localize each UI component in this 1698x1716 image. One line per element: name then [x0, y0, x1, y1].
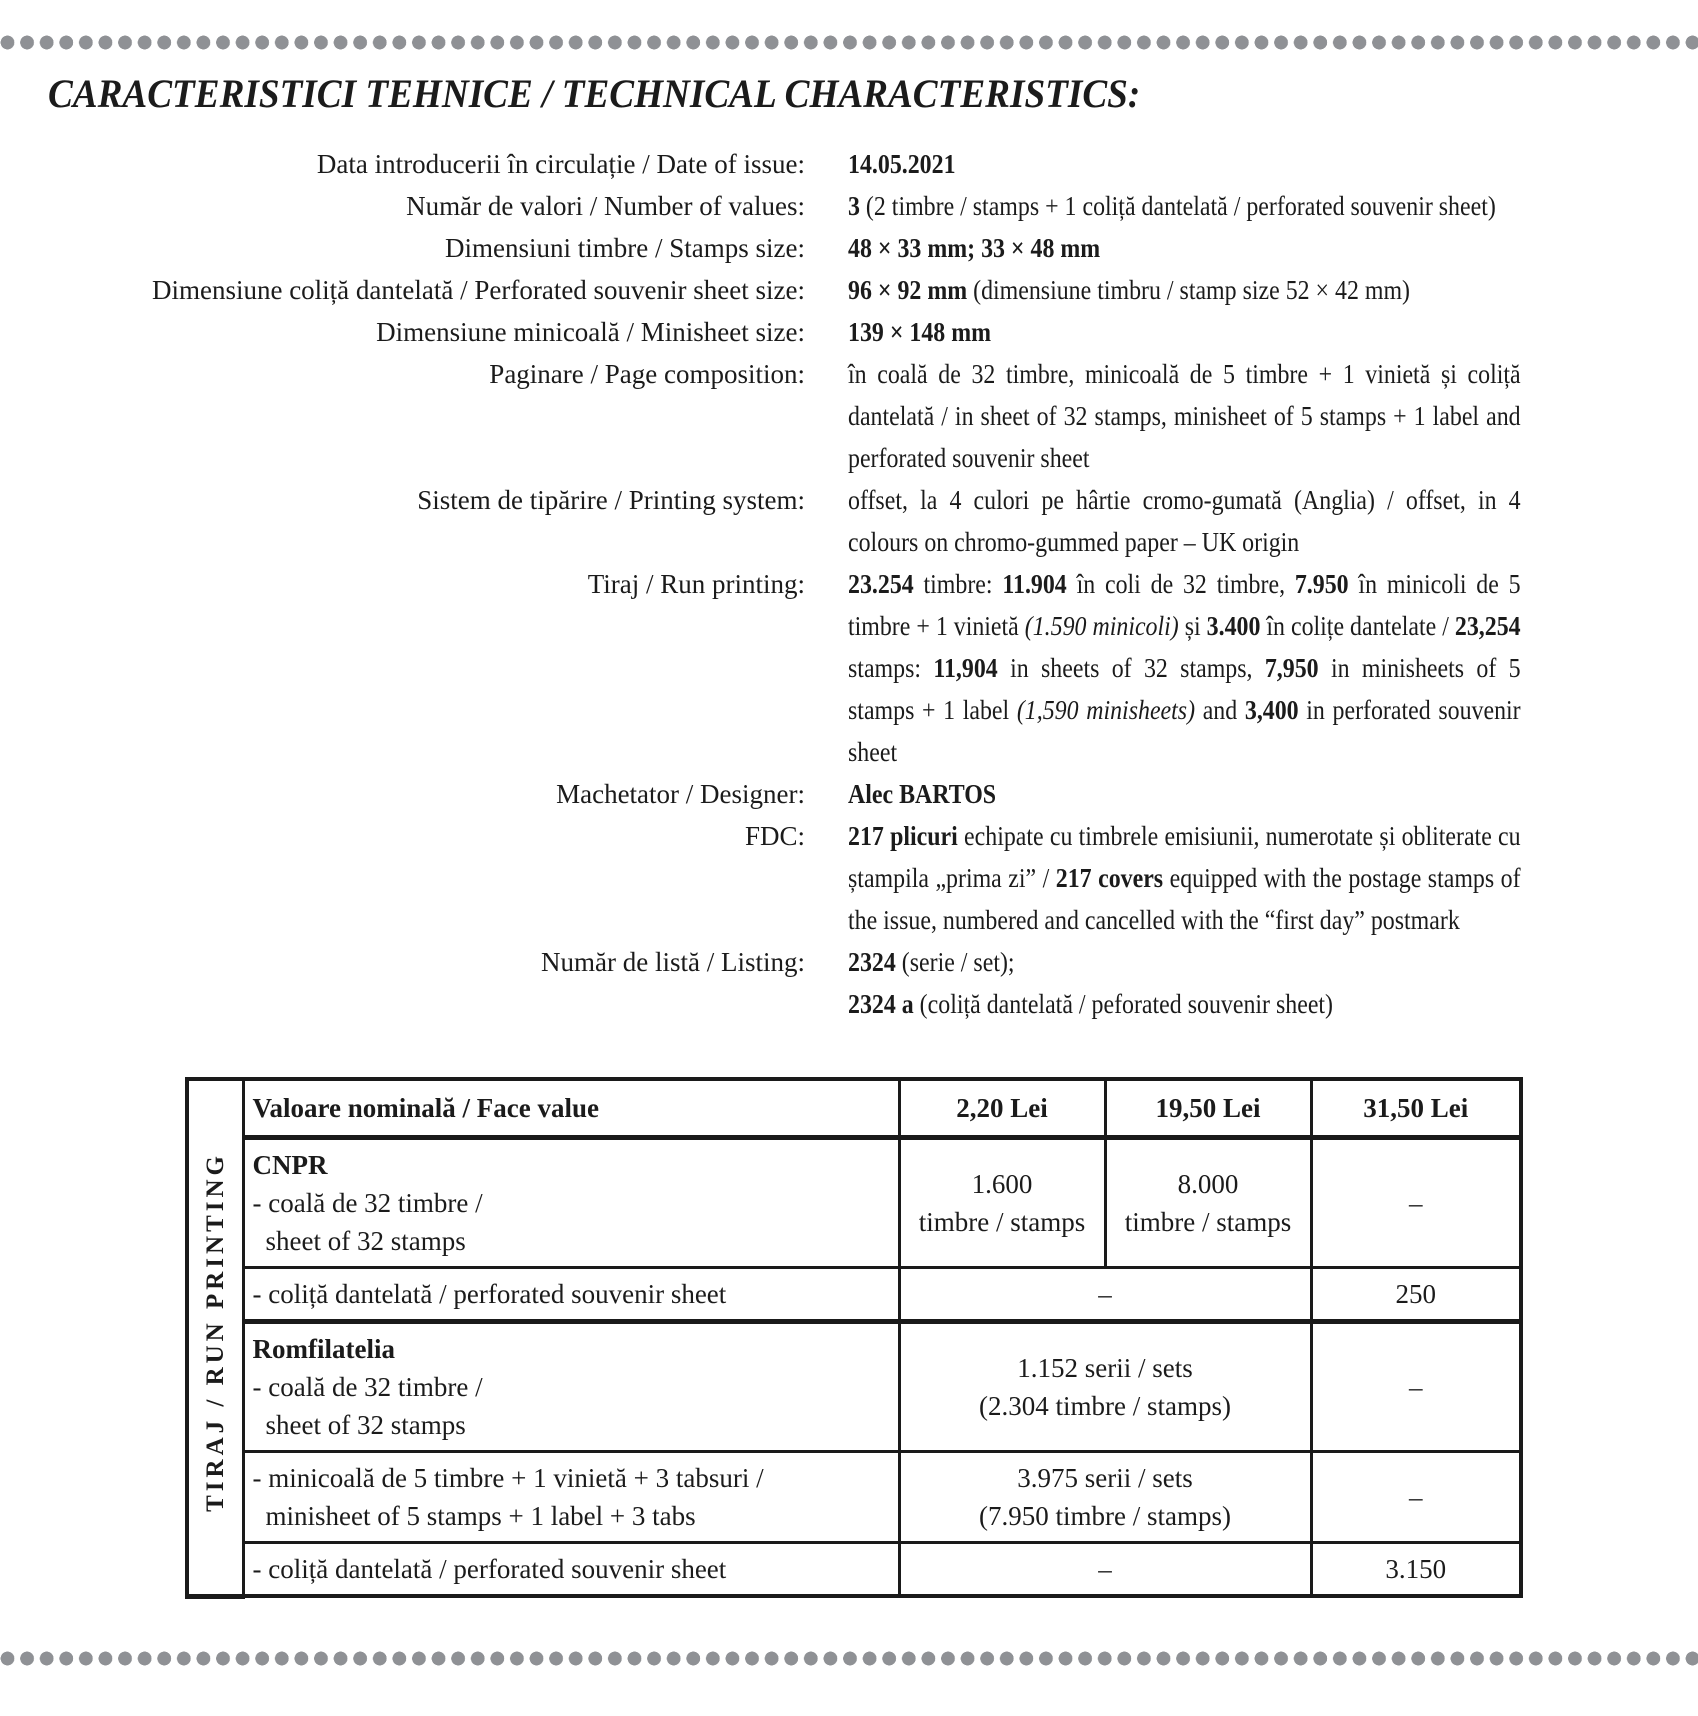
table-cell: [243, 1452, 899, 1543]
text: stamps:: [848, 611, 1527, 683]
cell-line: [253, 1146, 890, 1184]
cell-line: [253, 1459, 890, 1497]
spec-label: Sistem de tipărire / Printing system:: [417, 485, 805, 515]
text: 3.150: [1385, 1554, 1447, 1584]
text: 1.600: [971, 1169, 1033, 1199]
cell-line: [909, 1349, 1302, 1387]
cell-line: [909, 1165, 1096, 1203]
text: timbre:: [913, 569, 1003, 599]
table-cell: [899, 1452, 1311, 1543]
text: minisheet of 5 stamps + 1 label + 3 tabs: [265, 1501, 696, 1531]
spec-label: Număr de valori / Number of values:: [406, 191, 805, 221]
cell-line: [1321, 1089, 1512, 1127]
bold-text: 2324 a: [848, 989, 914, 1019]
table-row: [187, 1268, 1521, 1322]
spec-row: [0, 227, 1698, 269]
bold-text: 11.904: [1002, 569, 1067, 599]
cell-line: [253, 1497, 890, 1535]
text: (coliță dantelată / peforated souvenir sheet): [913, 989, 1334, 1019]
dotted-border-bottom: [0, 1651, 1698, 1666]
table-row: [187, 1322, 1521, 1452]
text: (2.304 timbre / stamps): [979, 1391, 1231, 1421]
bold-text: 7.950: [1294, 569, 1349, 599]
spec-label: Dimensiune coliță dantelată / Perforated souvenir sheet size:: [151, 275, 805, 305]
cell-line: [253, 1222, 890, 1260]
table-row: [187, 1452, 1521, 1543]
spec-row: [0, 143, 1698, 185]
spec-value: [848, 143, 1521, 185]
table-cell: [243, 1268, 899, 1322]
bold-text: 217 covers: [1055, 863, 1164, 893]
bold-text: 139 × 148 mm: [848, 317, 992, 347]
italic-text: (1.590 minicoli): [1024, 611, 1179, 641]
dotted-border-top: [0, 35, 1698, 50]
cell-line: [1115, 1203, 1302, 1241]
bold-text: 7,950: [1264, 653, 1319, 683]
spec-label: Tiraj / Run printing:: [587, 569, 805, 599]
bold-text: 14.05.2021: [848, 149, 956, 179]
text: –: [1098, 1554, 1112, 1584]
spec-value: [848, 479, 1527, 563]
text: echipate cu timbrele emisiunii, numerotate și obliterate cu ștampila „prima zi” /: [848, 821, 1527, 893]
table-cell: [1311, 1543, 1521, 1597]
spec-row: [0, 185, 1698, 227]
spec-row: [0, 311, 1698, 353]
text: în coală de 32 timbre, minicoală de 5 timbre + 1 vinietă și coliță dantelată / in sheet of 32 stamps, minisheet of 5 stamps + 1 label and perforated souvenir sheet: [848, 359, 1527, 473]
spec-label: Dimensiune minicoală / Minisheet size:: [376, 317, 805, 347]
text: 250: [1395, 1279, 1436, 1309]
text: în colițe dantelate /: [1260, 611, 1455, 641]
spec-label: Număr de listă / Listing:: [541, 947, 805, 977]
bold-text: 23,254: [1454, 611, 1521, 641]
table-cell: [243, 1079, 899, 1138]
bold-text: CNPR: [252, 1150, 328, 1180]
bold-text: 23.254: [848, 569, 914, 599]
table-side-label: TIRAJ / RUN PRINTING: [202, 1152, 229, 1513]
bold-text: Alec BARTOS: [848, 779, 997, 809]
table-cell: [1311, 1138, 1521, 1268]
spec-row: [0, 269, 1698, 311]
table-cell: [899, 1322, 1311, 1452]
spec-label: Data introducerii în circulație / Date of issue:: [316, 149, 805, 179]
text: timbre / stamps: [1124, 1207, 1292, 1237]
cell-line: [1321, 1368, 1512, 1406]
cell-line: [909, 1089, 1096, 1127]
table-row: [187, 1079, 1521, 1138]
text: - minicoală de 5 timbre + 1 vinietă + 3 tabsuri /: [252, 1463, 764, 1493]
spec-value: [848, 773, 1521, 815]
spec-row: [0, 353, 1698, 479]
spec-row: [0, 773, 1698, 815]
cell-line: [909, 1550, 1302, 1588]
spec-value: [848, 227, 1521, 269]
bold-text: 3.400: [1206, 611, 1261, 641]
bold-text: 3: [848, 191, 860, 221]
cell-line: [253, 1089, 890, 1127]
spec-value: [848, 353, 1527, 479]
bold-text: Valoare nominală / Face value: [252, 1093, 599, 1123]
table-cell: [899, 1543, 1311, 1597]
bold-text: 11,904: [933, 653, 998, 683]
text: în coli de 32 timbre,: [1066, 569, 1295, 599]
spec-value: [848, 815, 1527, 941]
text: offset, la 4 culori pe hârtie cromo-gumată (Anglia) / offset, in 4 colours on chromo-gummed paper – UK origin: [848, 485, 1527, 557]
text: equipped with the postage stamps of the issue, numbered and cancelled with the “first day” postmark: [848, 863, 1527, 935]
spec-value: [848, 941, 1521, 1025]
cell-line: [253, 1406, 890, 1444]
text: 3.975 serii / sets: [1017, 1463, 1193, 1493]
cell-line: [1321, 1184, 1512, 1222]
spec-label: Paginare / Page composition:: [489, 359, 805, 389]
table-cell: [1105, 1138, 1311, 1268]
table-cell: [899, 1079, 1105, 1138]
cell-line: [909, 1203, 1096, 1241]
cell-line: [909, 1275, 1302, 1313]
text: (dimensiune timbru / stamp size 52 × 42 mm): [967, 275, 1411, 305]
spec-row: [0, 563, 1698, 773]
bold-text: Romfilatelia: [252, 1334, 395, 1364]
text: –: [1409, 1482, 1423, 1512]
table-cell: [243, 1138, 899, 1268]
bold-text: 19,50 Lei: [1155, 1093, 1261, 1123]
page-title: CARACTERISTICI TEHNICE / TECHNICAL CHARACTERISTICS:: [48, 71, 1141, 116]
bold-text: 2324: [848, 947, 896, 977]
text: - coliță dantelată / perforated souvenir sheet: [252, 1554, 727, 1584]
text: - coliță dantelată / perforated souvenir sheet: [252, 1279, 727, 1309]
table-cell: [899, 1268, 1311, 1322]
text: 8.000: [1177, 1169, 1239, 1199]
text: sheet of 32 stamps: [265, 1410, 466, 1440]
table-cell: [1311, 1452, 1521, 1543]
bold-text: 31,50 Lei: [1363, 1093, 1469, 1123]
text: 1.152 serii / sets: [1017, 1353, 1193, 1383]
bold-text: 217 plicuri: [848, 821, 958, 851]
bold-text: 48 × 33 mm; 33 × 48 mm: [848, 233, 1101, 263]
text: –: [1409, 1372, 1423, 1402]
text: in sheets of 32 stamps,: [997, 653, 1265, 683]
spec-row: [0, 815, 1698, 941]
spec-label: Dimensiuni timbre / Stamps size:: [445, 233, 805, 263]
table-cell: [243, 1322, 899, 1452]
table-cell: [1311, 1079, 1521, 1138]
cell-line: [909, 1459, 1302, 1497]
table-row: [187, 1138, 1521, 1268]
table-cell: [243, 1543, 899, 1597]
text: sheet of 32 stamps: [265, 1226, 466, 1256]
cell-line: [1321, 1478, 1512, 1516]
table-cell: [1105, 1079, 1311, 1138]
cell-line: [1321, 1550, 1512, 1588]
cell-line: [253, 1275, 890, 1313]
table-cell: [1311, 1268, 1521, 1322]
text: –: [1409, 1188, 1423, 1218]
spec-row: [0, 479, 1698, 563]
spec-value: [848, 311, 1521, 353]
text: (7.950 timbre / stamps): [979, 1501, 1231, 1531]
text: and: [1195, 695, 1245, 725]
table-cell: [899, 1138, 1105, 1268]
text: –: [1098, 1279, 1112, 1309]
specs-list: [0, 143, 1698, 1025]
text: și: [1178, 611, 1207, 641]
run-printing-table: [185, 1077, 1523, 1599]
cell-line: [253, 1550, 890, 1588]
table-row: [187, 1543, 1521, 1597]
text: in minisheets of 5 stamps + 1 label: [848, 653, 1527, 725]
spec-value: [848, 185, 1521, 227]
bold-text: 3,400: [1244, 695, 1299, 725]
spec-value: [848, 563, 1527, 773]
table-cell: [1311, 1322, 1521, 1452]
cell-line: [1321, 1275, 1512, 1313]
table-side-cell: [187, 1079, 243, 1596]
text: (serie / set);: [895, 947, 1015, 977]
bold-text: 2,20 Lei: [956, 1093, 1048, 1123]
text: (2 timbre / stamps + 1 coliță dantelată / perforated souvenir sheet): [859, 191, 1496, 221]
text: timbre / stamps: [918, 1207, 1086, 1237]
cell-line: [253, 1184, 890, 1222]
cell-line: [253, 1330, 890, 1368]
cell-line: [253, 1368, 890, 1406]
italic-text: (1,590 minisheets): [1016, 695, 1196, 725]
cell-line: [909, 1497, 1302, 1535]
text: - coală de 32 timbre /: [252, 1188, 483, 1218]
cell-line: [909, 1387, 1302, 1425]
bold-text: 96 × 92 mm: [848, 275, 968, 305]
spec-row: [0, 941, 1698, 1025]
cell-line: [1115, 1089, 1302, 1127]
spec-label: FDC:: [744, 821, 805, 851]
spec-label: Machetator / Designer:: [556, 779, 805, 809]
text: in perforated souvenir sheet: [848, 695, 1527, 767]
text: în minicoli de 5 timbre + 1 vinietă: [848, 569, 1527, 641]
text: - coală de 32 timbre /: [252, 1372, 483, 1402]
spec-value: [848, 269, 1521, 311]
cell-line: [1115, 1165, 1302, 1203]
